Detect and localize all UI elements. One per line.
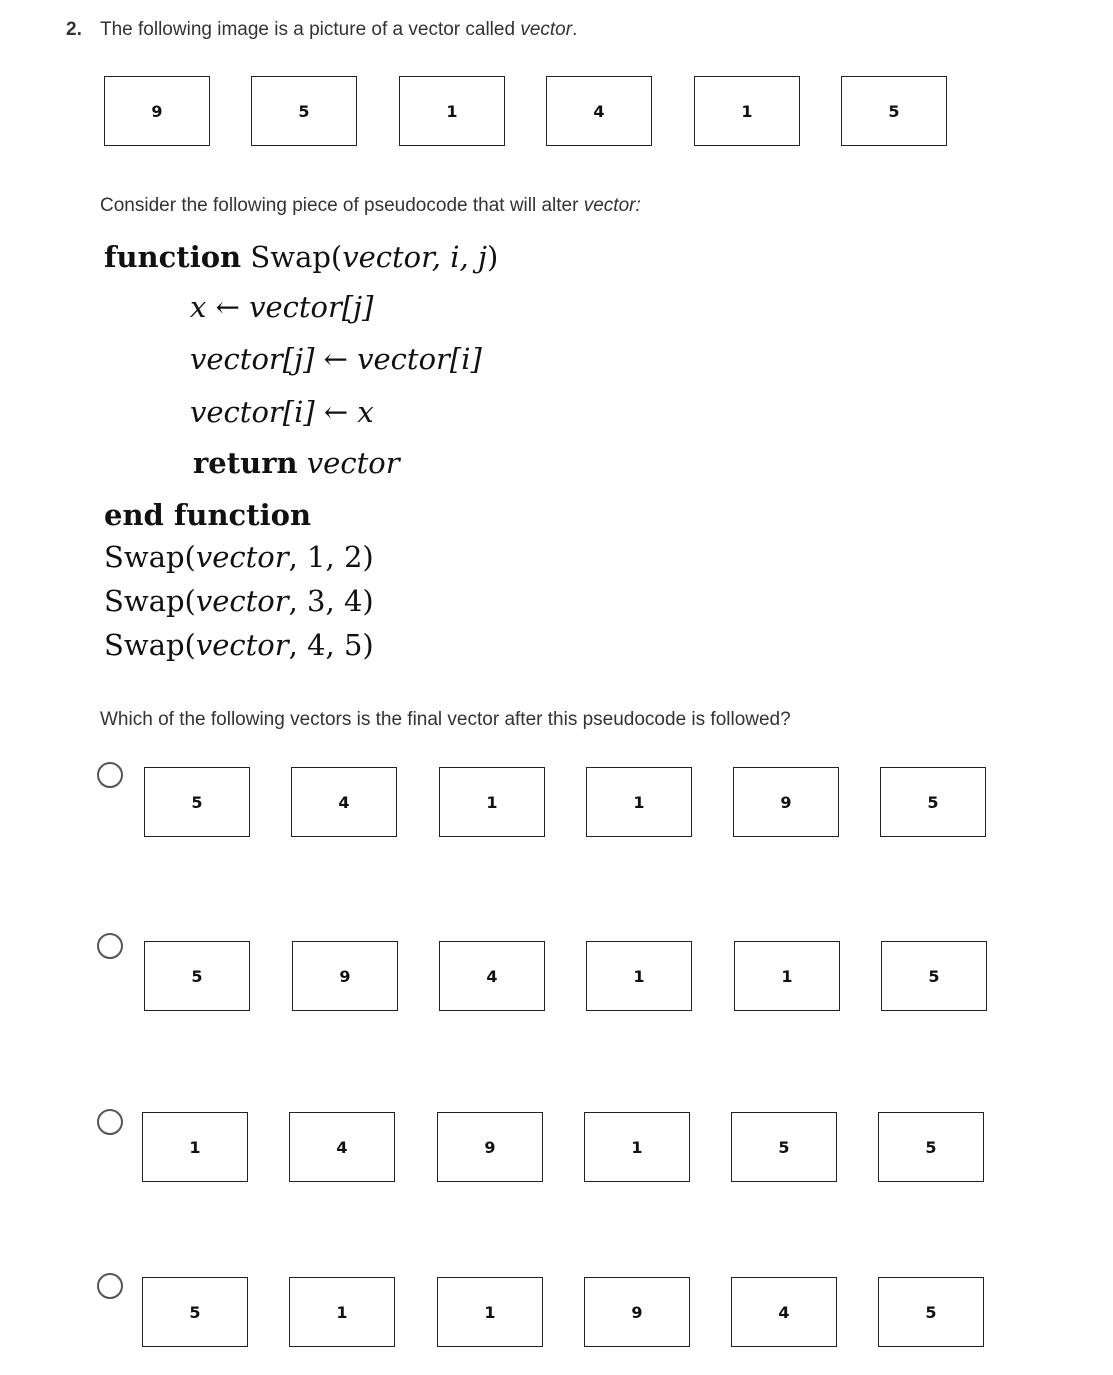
call-rest: , 1, 2) bbox=[288, 540, 374, 574]
option-cell: 4 bbox=[731, 1277, 837, 1347]
option-cell: 5 bbox=[731, 1112, 837, 1182]
option-cell: 1 bbox=[586, 941, 692, 1011]
option-cell: 5 bbox=[881, 941, 987, 1011]
pseudocode-line-1 bbox=[190, 290, 374, 324]
option-cell: 9 bbox=[584, 1277, 690, 1347]
function-params: vector, i, j bbox=[342, 240, 487, 274]
question-text-before: The following image is a picture of a vector called bbox=[100, 19, 521, 40]
line3-arrow: ← bbox=[314, 395, 358, 429]
option-radio-button[interactable] bbox=[97, 1109, 123, 1135]
option-cell: 5 bbox=[144, 941, 250, 1011]
question-text-var: vector bbox=[520, 19, 573, 40]
option-cell: 5 bbox=[878, 1112, 984, 1182]
function-name: Swap( bbox=[250, 240, 343, 274]
option-cell: 4 bbox=[291, 767, 397, 837]
pseudocode-end-function: end function bbox=[104, 498, 312, 532]
pseudocode-call bbox=[104, 584, 374, 618]
option-cell: 4 bbox=[439, 941, 545, 1011]
return-value: vector bbox=[306, 446, 400, 480]
option-radio-button[interactable] bbox=[97, 933, 123, 959]
pseudocode-call bbox=[104, 540, 374, 574]
line3-rhs: x bbox=[357, 395, 374, 429]
option-cell: 9 bbox=[292, 941, 398, 1011]
line1-arrow: ← bbox=[206, 290, 250, 324]
option-cell: 9 bbox=[437, 1112, 543, 1182]
option-cell: 1 bbox=[734, 941, 840, 1011]
pseudocode-line-3 bbox=[190, 395, 374, 429]
function-keyword: function bbox=[104, 240, 242, 274]
function-close: ) bbox=[486, 240, 499, 274]
line2-rhs: vector[i] bbox=[357, 342, 482, 376]
call-name: Swap( bbox=[104, 584, 196, 618]
vector-cell: 5 bbox=[251, 76, 357, 146]
consider-text bbox=[100, 195, 641, 217]
option-cell: 1 bbox=[586, 767, 692, 837]
vector-cell: 4 bbox=[546, 76, 652, 146]
which-text: Which of the following vectors is the final vector after this pseudocode is followed? bbox=[100, 709, 791, 730]
consider-text-var: vector: bbox=[583, 195, 641, 216]
call-name: Swap( bbox=[104, 628, 196, 662]
line1-lhs: x bbox=[190, 290, 207, 324]
option-cell: 5 bbox=[880, 767, 986, 837]
line3-lhs: vector[i] bbox=[190, 395, 315, 429]
vector-cell: 5 bbox=[841, 76, 947, 146]
line1-rhs: vector[j] bbox=[249, 290, 374, 324]
option-cell: 9 bbox=[733, 767, 839, 837]
call-arg: vector bbox=[195, 628, 289, 662]
call-arg: vector bbox=[195, 584, 289, 618]
option-cell: 1 bbox=[289, 1277, 395, 1347]
option-cell: 5 bbox=[142, 1277, 248, 1347]
line2-lhs: vector[j] bbox=[190, 342, 315, 376]
call-arg: vector bbox=[195, 540, 289, 574]
option-cell: 5 bbox=[144, 767, 250, 837]
option-cell: 1 bbox=[437, 1277, 543, 1347]
line2-arrow: ← bbox=[314, 342, 358, 376]
call-rest: , 3, 4) bbox=[288, 584, 374, 618]
question-text bbox=[100, 19, 577, 41]
option-cell: 5 bbox=[878, 1277, 984, 1347]
pseudocode-return-line bbox=[193, 446, 400, 480]
return-keyword: return bbox=[193, 446, 298, 480]
vector-cell: 9 bbox=[104, 76, 210, 146]
pseudocode-function-line bbox=[104, 240, 498, 274]
consider-text-main: Consider the following piece of pseudocode that will alter bbox=[100, 195, 584, 216]
option-cell: 1 bbox=[584, 1112, 690, 1182]
option-cell: 1 bbox=[142, 1112, 248, 1182]
pseudocode-call bbox=[104, 628, 374, 662]
vector-cell: 1 bbox=[694, 76, 800, 146]
question-number: 2. bbox=[66, 19, 82, 40]
pseudocode-line-2 bbox=[190, 342, 482, 376]
option-cell: 4 bbox=[289, 1112, 395, 1182]
option-cell: 1 bbox=[439, 767, 545, 837]
option-radio-button[interactable] bbox=[97, 762, 123, 788]
call-rest: , 4, 5) bbox=[288, 628, 374, 662]
call-name: Swap( bbox=[104, 540, 196, 574]
question-text-after: . bbox=[572, 19, 578, 40]
option-radio-button[interactable] bbox=[97, 1273, 123, 1299]
vector-cell: 1 bbox=[399, 76, 505, 146]
